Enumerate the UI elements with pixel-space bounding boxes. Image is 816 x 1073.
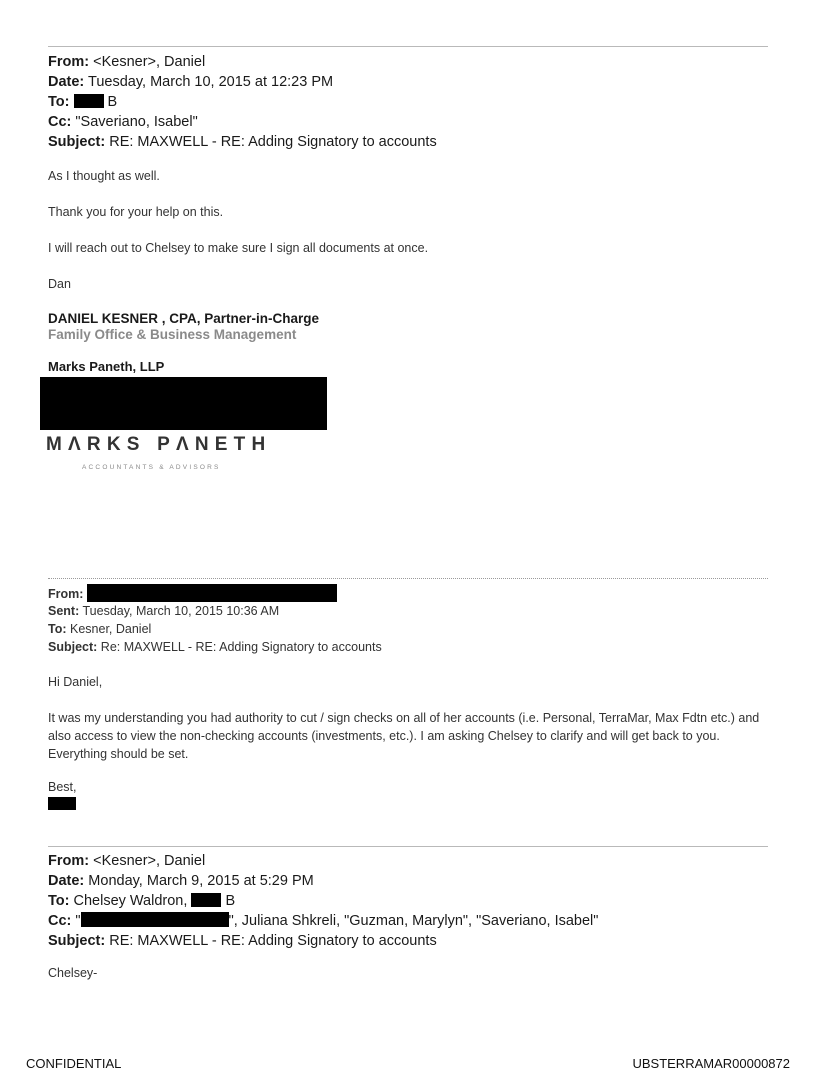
- from-label: From:: [48, 587, 84, 601]
- cc-value-rest: ", Juliana Shkreli, "Guzman, Marylyn", "Saveriano, Isabel": [228, 913, 599, 929]
- email2-from-line: [48, 584, 337, 603]
- email1-body-line: Dan: [48, 277, 71, 291]
- to-value-prefix: Chelsey Waldron,: [73, 893, 188, 909]
- email3-to-line: [48, 891, 235, 911]
- email2-closing: Best,: [48, 780, 77, 794]
- subject-label: Subject:: [48, 640, 98, 654]
- subject-label: Subject:: [48, 933, 106, 949]
- email3-cc-line: [48, 911, 598, 931]
- from-value: <Kesner>, Daniel: [93, 54, 206, 70]
- cc-label: Cc:: [48, 114, 72, 130]
- date-label: Date:: [48, 873, 85, 889]
- marks-paneth-logo: MΛRKS PΛNETH: [46, 434, 272, 455]
- email3-subject-line: [48, 931, 437, 951]
- to-label: To:: [48, 893, 70, 909]
- cc-label: Cc:: [48, 913, 72, 929]
- email1-body-line: Thank you for your help on this.: [48, 205, 224, 219]
- email1-subject-line: [48, 132, 437, 152]
- email2-subject-line: [48, 638, 382, 656]
- redaction-box: [81, 912, 229, 927]
- email2-to-line: [48, 620, 151, 638]
- email2-paragraph: It was my understanding you had authority to cut / sign checks on all of her accounts (i.e. Personal, TerraMar, Max Fdtn etc.) and also access to view the non-checking accounts (investments, etc.). I am asking Chelsey to clarify and will get back to you. Everything should be set.: [48, 711, 760, 761]
- cc-value: "Saveriano, Isabel": [75, 114, 198, 130]
- email3-from-line: [48, 851, 205, 871]
- email1-cc-line: [48, 112, 198, 132]
- subject-value: Re: MAXWELL - RE: Adding Signatory to accounts: [100, 640, 382, 654]
- sent-label: Sent:: [48, 604, 80, 618]
- from-label: From:: [48, 54, 90, 70]
- email3-date-line: [48, 871, 314, 891]
- signature-firm: Marks Paneth, LLP: [48, 359, 165, 374]
- subject-value: RE: MAXWELL - RE: Adding Signatory to accounts: [109, 933, 437, 949]
- footer-bates-number: UBSTERRAMAR00000872: [632, 1056, 790, 1071]
- from-label: From:: [48, 853, 90, 869]
- email1-from-line: [48, 52, 205, 72]
- email2-divider: [48, 578, 768, 579]
- signature-name: DANIEL KESNER , CPA, Partner-in-Charge: [48, 311, 320, 326]
- to-value-suffix: B: [225, 893, 236, 909]
- subject-value: RE: MAXWELL - RE: Adding Signatory to accounts: [109, 134, 437, 150]
- redaction-box: [87, 584, 337, 602]
- sent-value: Tuesday, March 10, 2015 10:36 AM: [82, 604, 280, 618]
- signature-department: Family Office & Business Management: [48, 327, 297, 342]
- to-value: B: [107, 94, 118, 110]
- email1-body-line: I will reach out to Chelsey to make sure I sign all documents at once.: [48, 241, 429, 255]
- subject-label: Subject:: [48, 134, 106, 150]
- email2-greeting: Hi Daniel,: [48, 675, 103, 689]
- date-label: Date:: [48, 74, 85, 90]
- to-label: To:: [48, 94, 70, 110]
- footer-confidential: CONFIDENTIAL: [26, 1056, 122, 1071]
- email2-sent-line: [48, 602, 279, 620]
- from-value: <Kesner>, Daniel: [93, 853, 206, 869]
- redaction-block: [40, 377, 327, 430]
- date-value: Monday, March 9, 2015 at 5:29 PM: [88, 873, 314, 889]
- to-value: Kesner, Daniel: [70, 622, 152, 636]
- redaction-block: [48, 797, 76, 810]
- redaction-box: [191, 893, 221, 907]
- redaction-box: [74, 94, 104, 108]
- date-value: Tuesday, March 10, 2015 at 12:23 PM: [88, 74, 334, 90]
- to-label: To:: [48, 622, 67, 636]
- email1-body-line: As I thought as well.: [48, 169, 160, 183]
- email1-to-line: [48, 92, 117, 112]
- email3-divider: [48, 846, 768, 847]
- cc-open-quote: ": [75, 913, 81, 929]
- top-divider: [48, 46, 768, 47]
- email3-body-start: Chelsey-: [48, 966, 98, 980]
- email1-date-line: [48, 72, 333, 92]
- logo-subtext: ACCOUNTANTS & ADVISORS: [82, 464, 221, 471]
